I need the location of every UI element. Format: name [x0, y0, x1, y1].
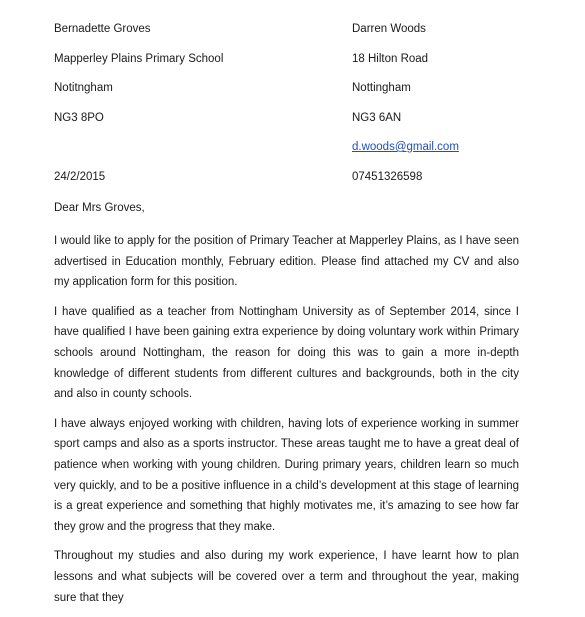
recipient-city: Nottingham: [352, 82, 411, 94]
recipient-email-link[interactable]: d.woods@gmail.com: [352, 141, 459, 153]
sender-name: Bernadette Groves: [54, 23, 151, 35]
paragraph-intro: I would like to apply for the position of Primary Teacher at Mapperley Plains, as I have seen advertised in Education monthly, February edition. Please find attached my CV and also my application form for this position.: [54, 235, 519, 289]
salutation: Dear Mrs Groves,: [54, 202, 145, 214]
paragraph-studies: Throughout my studies and also during my work experience, I have learnt how to plan lessons and what subjects will be covered over a term and throughout the year, making sure that they: [54, 550, 519, 604]
sender-address-block: [54, 22, 304, 199]
recipient-street: 18 Hilton Road: [352, 52, 429, 65]
paragraph-qualification: I have qualified as a teacher from Nottingham University as of September 2014, since I have qualified I have been gaining extra experience by doing voluntary work within Primary schools around Nottingham, the reason for doing this was to gain a more in-depth knowledge of different students from different cultures and backgrounds, both in the city and also in county schools.: [54, 305, 519, 401]
recipient-name: Darren Woods: [352, 23, 426, 35]
recipient-postcode: NG3 6AN: [352, 111, 402, 124]
sender-postcode: NG3 8PO: [54, 111, 104, 124]
sender-school: Mapperley Plains Primary School: [54, 52, 224, 65]
recipient-phone: 07451326598: [352, 170, 423, 183]
letter-body: [54, 231, 519, 617]
letter-date: 24/2/2015: [54, 170, 106, 183]
recipient-email-row: [352, 140, 585, 154]
paragraph-experience: I have always enjoyed working with children, having lots of experience working in summer sport camps and also as a sports instructor. These areas taught me to have a great deal of patience when working with young children. During primary years, children learn so much very quickly, and to be a positive influence in a child’s development at this stage of learning is a great experience and something that highly motivates me, it’s amazing to see how far they grow and the progress that they make.: [54, 417, 519, 533]
sender-city: Notitngham: [54, 82, 113, 94]
recipient-address-block: [352, 22, 585, 199]
